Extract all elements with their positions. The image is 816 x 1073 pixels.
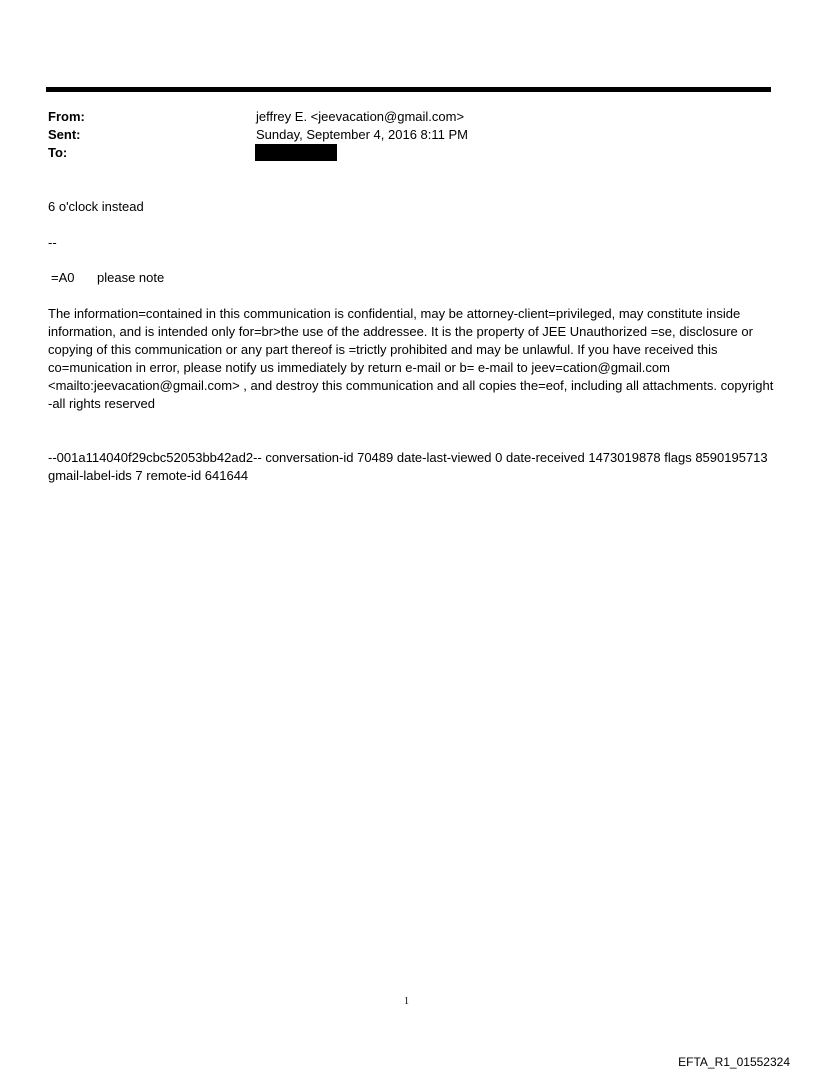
from-value: jeffrey E. <jeevacation@gmail.com>: [256, 109, 465, 124]
to-redaction-block: [255, 144, 337, 161]
bates-number: EFTA_R1_01552324: [678, 1055, 790, 1069]
confidentiality-disclaimer: The information=contained in this communication is confidential, may be attorney-client=privileged, may constitute inside information, and is intended only for=br>the use of the addressee. It is the property of JEE Unauthorized =se, disclosure or copying of this communication or any part thereof is =trictly prohibited and may be unlawful. If you have received this co=munication in error, please notify us immediately by return e-mail or b= e-mail to jeev=cation@gmail.com <mailto:jeevacation@gmail.com> , and destroy this communication and all copies the=eof, including all attachments. copyright -all rights reserved: [48, 306, 774, 411]
sent-label: Sent:: [48, 127, 81, 142]
to-label: To:: [48, 145, 68, 160]
sent-value: Sunday, September 4, 2016 8:11 PM: [256, 127, 468, 142]
note-text: please note: [97, 270, 165, 285]
note-prefix: =A0: [51, 270, 75, 285]
message-metadata: --001a114040f29cbc52053bb42ad2-- conversation-id 70489 date-last-viewed 0 date-received 1473019878 flags 8590195713 gmail-label-ids 7 remote-id 641644: [48, 450, 768, 483]
signature-separator: --: [48, 235, 57, 250]
header-divider: [46, 87, 771, 92]
note-line: [48, 269, 164, 287]
from-label: From:: [48, 109, 85, 124]
message-line: 6 o'clock instead: [48, 199, 144, 214]
page-number: 1: [404, 996, 409, 1007]
